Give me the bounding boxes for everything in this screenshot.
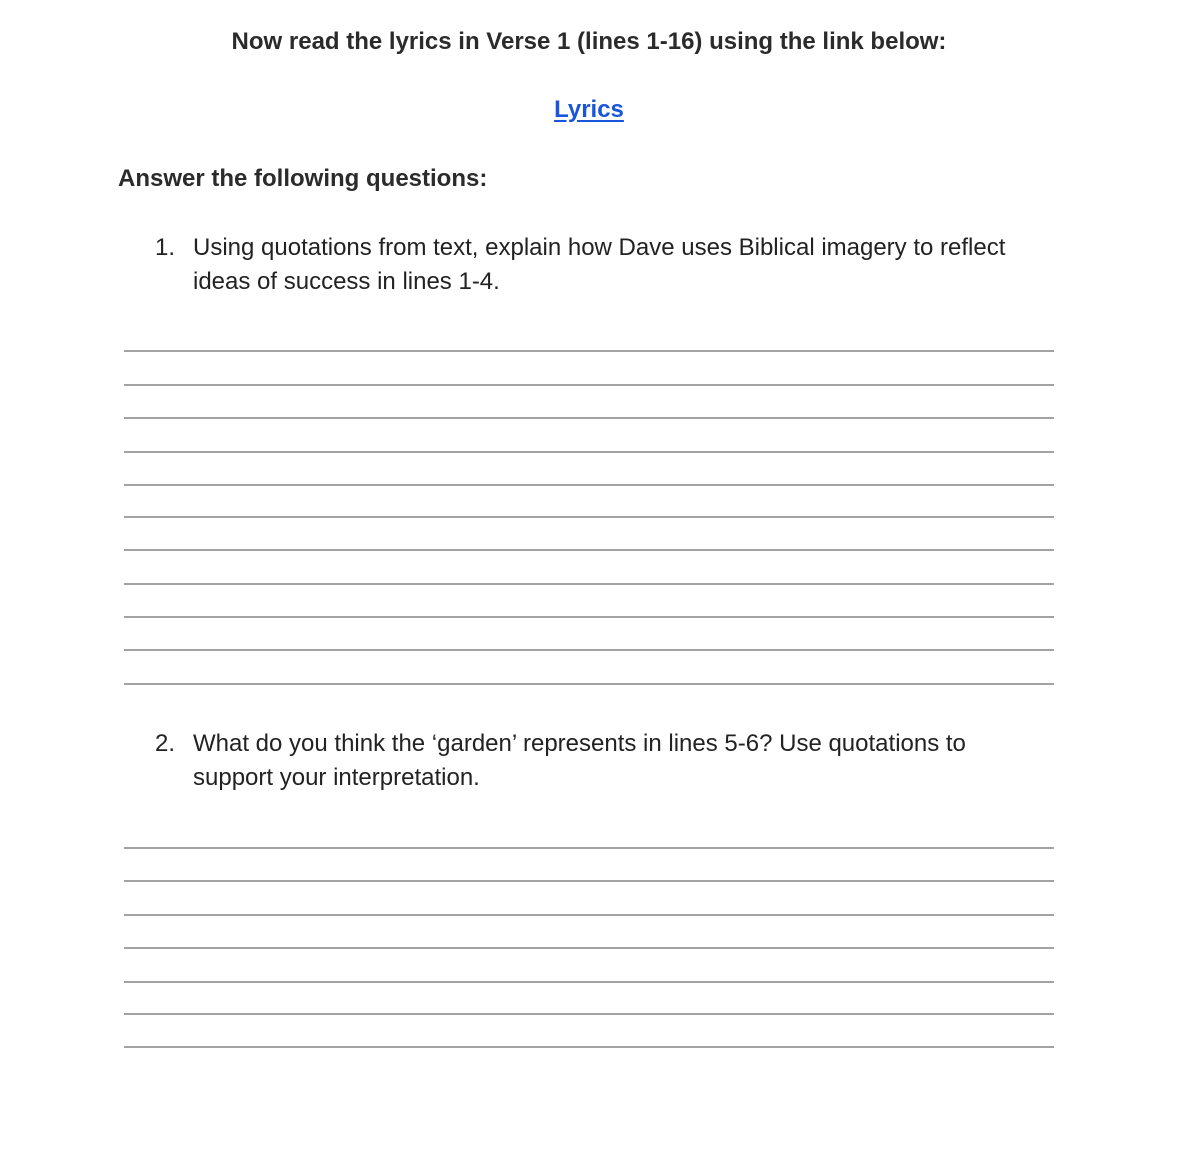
answer-line [124, 1046, 1054, 1048]
question-text-line: What do you think the ‘garden’ represents in lines 5-6? Use quotations to [193, 730, 966, 757]
questions-subheading: Answer the following questions: [118, 165, 488, 192]
answer-line [124, 384, 1054, 386]
question-text-line: Using quotations from text, explain how Dave uses Biblical imagery to reflect [193, 234, 1006, 261]
answer-line [124, 549, 1054, 551]
answer-line [124, 947, 1054, 949]
answer-line [124, 880, 1054, 882]
answer-line [124, 350, 1054, 352]
answer-line [124, 847, 1054, 849]
question-text-line: ideas of success in lines 1-4. [193, 268, 500, 295]
question-1 [155, 231, 1055, 299]
lyrics-link-container [0, 96, 1178, 124]
answer-line [124, 649, 1054, 651]
answer-line [124, 484, 1054, 486]
answer-line [124, 516, 1054, 518]
page-heading: Now read the lyrics in Verse 1 (lines 1-16) using the link below: [231, 28, 947, 55]
question-text [193, 727, 1055, 795]
answer-line [124, 683, 1054, 685]
question-text-line: support your interpretation. [193, 764, 480, 791]
answer-line [124, 981, 1054, 983]
answer-line [124, 616, 1054, 618]
answer-line [124, 914, 1054, 916]
answer-line [124, 583, 1054, 585]
answer-line [124, 451, 1054, 453]
question-text [193, 231, 1055, 299]
answer-line [124, 417, 1054, 419]
lyrics-link[interactable]: Lyrics [554, 96, 624, 123]
question-2 [155, 727, 1055, 795]
question-number: 1. [155, 234, 176, 261]
question-number: 2. [155, 730, 176, 757]
answer-line [124, 1013, 1054, 1015]
